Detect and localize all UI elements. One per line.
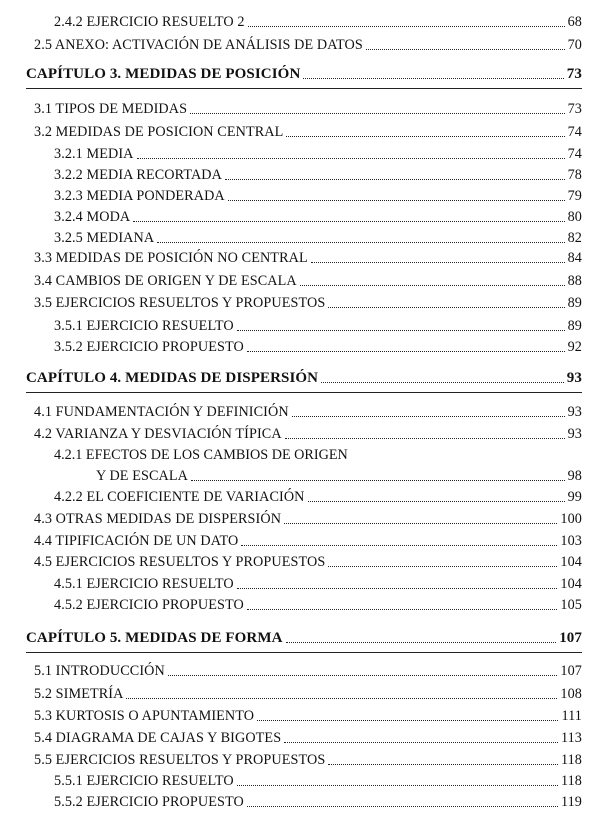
toc-entry-page: 107	[560, 663, 582, 679]
chapter-rule	[26, 88, 582, 89]
toc-entry-4-2-1[interactable]	[96, 468, 582, 485]
chapter-rule	[26, 392, 582, 393]
toc-entry-3-2-2[interactable]	[54, 167, 582, 184]
toc-entry-2-4-2[interactable]	[54, 14, 582, 31]
dot-leader	[225, 179, 565, 180]
toc-chapter-4[interactable]	[26, 370, 582, 387]
toc-entry-4-5[interactable]	[34, 554, 582, 571]
toc-entry-page: 118	[560, 752, 582, 768]
dot-leader	[292, 416, 565, 417]
toc-entry-page: 89	[567, 318, 582, 334]
toc-entry-title: 5.1 INTRODUCCIÓN	[34, 663, 165, 679]
toc-chapter-3[interactable]	[26, 66, 582, 83]
dot-leader	[284, 742, 558, 743]
dot-leader	[308, 501, 565, 502]
chapter-rule	[26, 652, 582, 653]
toc-entry-3-2-1[interactable]	[54, 146, 582, 163]
toc-entry-title: 3.5.2 EJERCICIO PROPUESTO	[54, 339, 244, 355]
toc-entry-3-5-1[interactable]	[54, 318, 582, 335]
dot-leader	[247, 351, 565, 352]
dot-leader	[137, 158, 565, 159]
toc-entry-title: 3.2 MEDIDAS DE POSICION CENTRAL	[34, 124, 284, 140]
toc-entry-3-2-4[interactable]	[54, 209, 582, 226]
toc-entry-title: 3.2.5 MEDIANA	[54, 230, 155, 246]
toc-entry-page: 93	[567, 404, 582, 420]
dot-leader	[328, 307, 564, 308]
dot-leader	[241, 545, 557, 546]
dot-leader	[257, 720, 558, 721]
dot-leader	[303, 78, 563, 79]
toc-entry-3-1[interactable]	[34, 101, 582, 118]
toc-entry-5-1[interactable]	[34, 663, 582, 680]
toc-entry-4-5-2[interactable]	[54, 597, 582, 614]
toc-entry-title: 4.5.2 EJERCICIO PROPUESTO	[54, 597, 244, 613]
toc-entry-page: 68	[567, 14, 582, 30]
toc-chapter-title: CAPÍTULO 3. MEDIDAS DE POSICIÓN	[26, 66, 301, 82]
toc-entry-4-2[interactable]	[34, 426, 582, 443]
dot-leader	[248, 26, 565, 27]
toc-entry-3-3[interactable]	[34, 250, 582, 267]
toc-entry-title: 5.3 KURTOSIS O APUNTAMIENTO	[34, 708, 255, 724]
toc-entry-title-cont: Y DE ESCALA	[96, 468, 189, 484]
toc-entry-page: 99	[567, 489, 582, 505]
toc-entry-page: 88	[567, 273, 582, 289]
toc-entry-title: 3.1 TIPOS DE MEDIDAS	[34, 101, 188, 117]
toc-entry-3-2-5[interactable]	[54, 230, 582, 247]
toc-chapter-page: 93	[566, 370, 582, 386]
toc-entry-title: 4.3 OTRAS MEDIDAS DE DISPERSIÓN	[34, 511, 282, 527]
dot-leader	[311, 262, 565, 263]
toc-chapter-title: CAPÍTULO 4. MEDIDAS DE DISPERSIÓN	[26, 370, 319, 386]
toc-entry-title: 3.2.4 MODA	[54, 209, 131, 225]
toc-entry-title: 4.2.2 EL COEFICIENTE DE VARIACIÓN	[54, 489, 305, 505]
dot-leader	[133, 221, 564, 222]
toc-entry-title: 3.4 CAMBIOS DE ORIGEN Y DE ESCALA	[34, 273, 297, 289]
toc-entry-page: 108	[560, 686, 582, 702]
toc-entry-4-5-1[interactable]	[54, 576, 582, 593]
dot-leader	[168, 675, 558, 676]
dot-leader	[285, 438, 565, 439]
toc-entry-page: 84	[567, 250, 582, 266]
toc-chapter-5[interactable]	[26, 630, 582, 647]
dot-leader	[157, 242, 564, 243]
toc-entry-page: 119	[560, 794, 582, 810]
dot-leader	[300, 285, 565, 286]
dot-leader	[247, 609, 558, 610]
toc-entry-4-2-2[interactable]	[54, 489, 582, 506]
toc-entry-page: 79	[567, 188, 582, 204]
toc-entry-title: 2.4.2 EJERCICIO RESUELTO 2	[54, 14, 245, 30]
toc-entry-page: 73	[567, 101, 582, 117]
toc-entry-page: 93	[567, 426, 582, 442]
dot-leader	[237, 588, 558, 589]
dot-leader	[284, 523, 557, 524]
dot-leader	[328, 764, 558, 765]
toc-chapter-title: CAPÍTULO 5. MEDIDAS DE FORMA	[26, 630, 283, 646]
toc-entry-3-5[interactable]	[34, 295, 582, 312]
toc-entry-2-5[interactable]	[34, 37, 582, 54]
toc-entry-page: 82	[567, 230, 582, 246]
toc-entry-page: 118	[560, 773, 582, 789]
toc-entry-5-4[interactable]	[34, 730, 582, 747]
toc-entry-page: 78	[567, 167, 582, 183]
toc-entry-title: 4.5 EJERCICIOS RESUELTOS Y PROPUESTOS	[34, 554, 326, 570]
toc-entry-5-5[interactable]	[34, 752, 582, 769]
toc-entry-page: 80	[567, 209, 582, 225]
toc-entry-4-3[interactable]	[34, 511, 582, 528]
dot-leader	[321, 382, 564, 383]
dot-leader	[190, 113, 565, 114]
dot-leader	[237, 330, 565, 331]
toc-entry-title: 5.5.2 EJERCICIO PROPUESTO	[54, 794, 244, 810]
toc-entry-title: 3.5.1 EJERCICIO RESUELTO	[54, 318, 234, 334]
toc-entry-page: 70	[567, 37, 582, 53]
dot-leader	[126, 698, 557, 699]
toc-entry-title: 5.4 DIAGRAMA DE CAJAS Y BIGOTES	[34, 730, 282, 746]
toc-entry-page: 111	[561, 708, 582, 724]
toc-entry-title: 4.2 VARIANZA Y DESVIACIÓN TÍPICA	[34, 426, 282, 442]
toc-entry-5-3[interactable]	[34, 708, 582, 725]
toc-entry-title: 5.2 SIMETRÍA	[34, 686, 124, 702]
toc-entry-3-2[interactable]	[34, 124, 582, 141]
toc-entry-4-2-1-title: 4.2.1 EFECTOS DE LOS CAMBIOS DE ORIGEN	[54, 447, 348, 463]
toc-entry-5-2[interactable]	[34, 686, 582, 703]
toc-entry-page: 100	[560, 511, 582, 527]
dot-leader	[247, 806, 558, 807]
toc-entry-page: 98	[567, 468, 582, 484]
toc-entry-title: 3.2.3 MEDIA PONDERADA	[54, 188, 225, 204]
toc-entry-page: 74	[567, 124, 582, 140]
dot-leader	[286, 136, 564, 137]
toc-entry-title: 4.4 TIPIFICACIÓN DE UN DATO	[34, 533, 239, 549]
toc-entry-page: 103	[560, 533, 582, 549]
toc-entry-5-5-1[interactable]	[54, 773, 582, 790]
toc-entry-title: 3.3 MEDIDAS DE POSICIÓN NO CENTRAL	[34, 250, 308, 266]
dot-leader	[237, 785, 558, 786]
toc-entry-3-4[interactable]	[34, 273, 582, 290]
dot-leader	[366, 49, 565, 50]
toc-entry-title: 5.5.1 EJERCICIO RESUELTO	[54, 773, 234, 789]
toc-entry-4-4[interactable]	[34, 533, 582, 550]
toc-entry-3-2-3[interactable]	[54, 188, 582, 205]
toc-chapter-page: 73	[566, 66, 582, 82]
toc-entry-page: 104	[560, 576, 582, 592]
toc-entry-title: 3.2.1 MEDIA	[54, 146, 134, 162]
toc-entry-page: 92	[567, 339, 582, 355]
toc-entry-5-5-2[interactable]	[54, 794, 582, 811]
toc-entry-page: 104	[560, 554, 582, 570]
toc-entry-title: 2.5 ANEXO: ACTIVACIÓN DE ANÁLISIS DE DATOS	[34, 37, 363, 53]
toc-entry-4-1[interactable]	[34, 404, 582, 421]
toc-entry-page: 89	[567, 295, 582, 311]
toc-chapter-page: 107	[559, 630, 582, 646]
toc-entry-title: 3.5 EJERCICIOS RESUELTOS Y PROPUESTOS	[34, 295, 326, 311]
toc-entry-title: 4.1 FUNDAMENTACIÓN Y DEFINICIÓN	[34, 404, 289, 420]
toc-entry-title: 5.5 EJERCICIOS RESUELTOS Y PROPUESTOS	[34, 752, 326, 768]
dot-leader	[328, 566, 557, 567]
dot-leader	[286, 642, 557, 643]
toc-entry-3-5-2[interactable]	[54, 339, 582, 356]
toc-entry-page: 105	[560, 597, 582, 613]
dot-leader	[228, 200, 565, 201]
dot-leader	[191, 480, 565, 481]
toc-entry-page: 113	[560, 730, 582, 746]
toc-entry-page: 74	[567, 146, 582, 162]
toc-entry-title: 4.5.1 EJERCICIO RESUELTO	[54, 576, 234, 592]
toc-entry-title: 3.2.2 MEDIA RECORTADA	[54, 167, 222, 183]
